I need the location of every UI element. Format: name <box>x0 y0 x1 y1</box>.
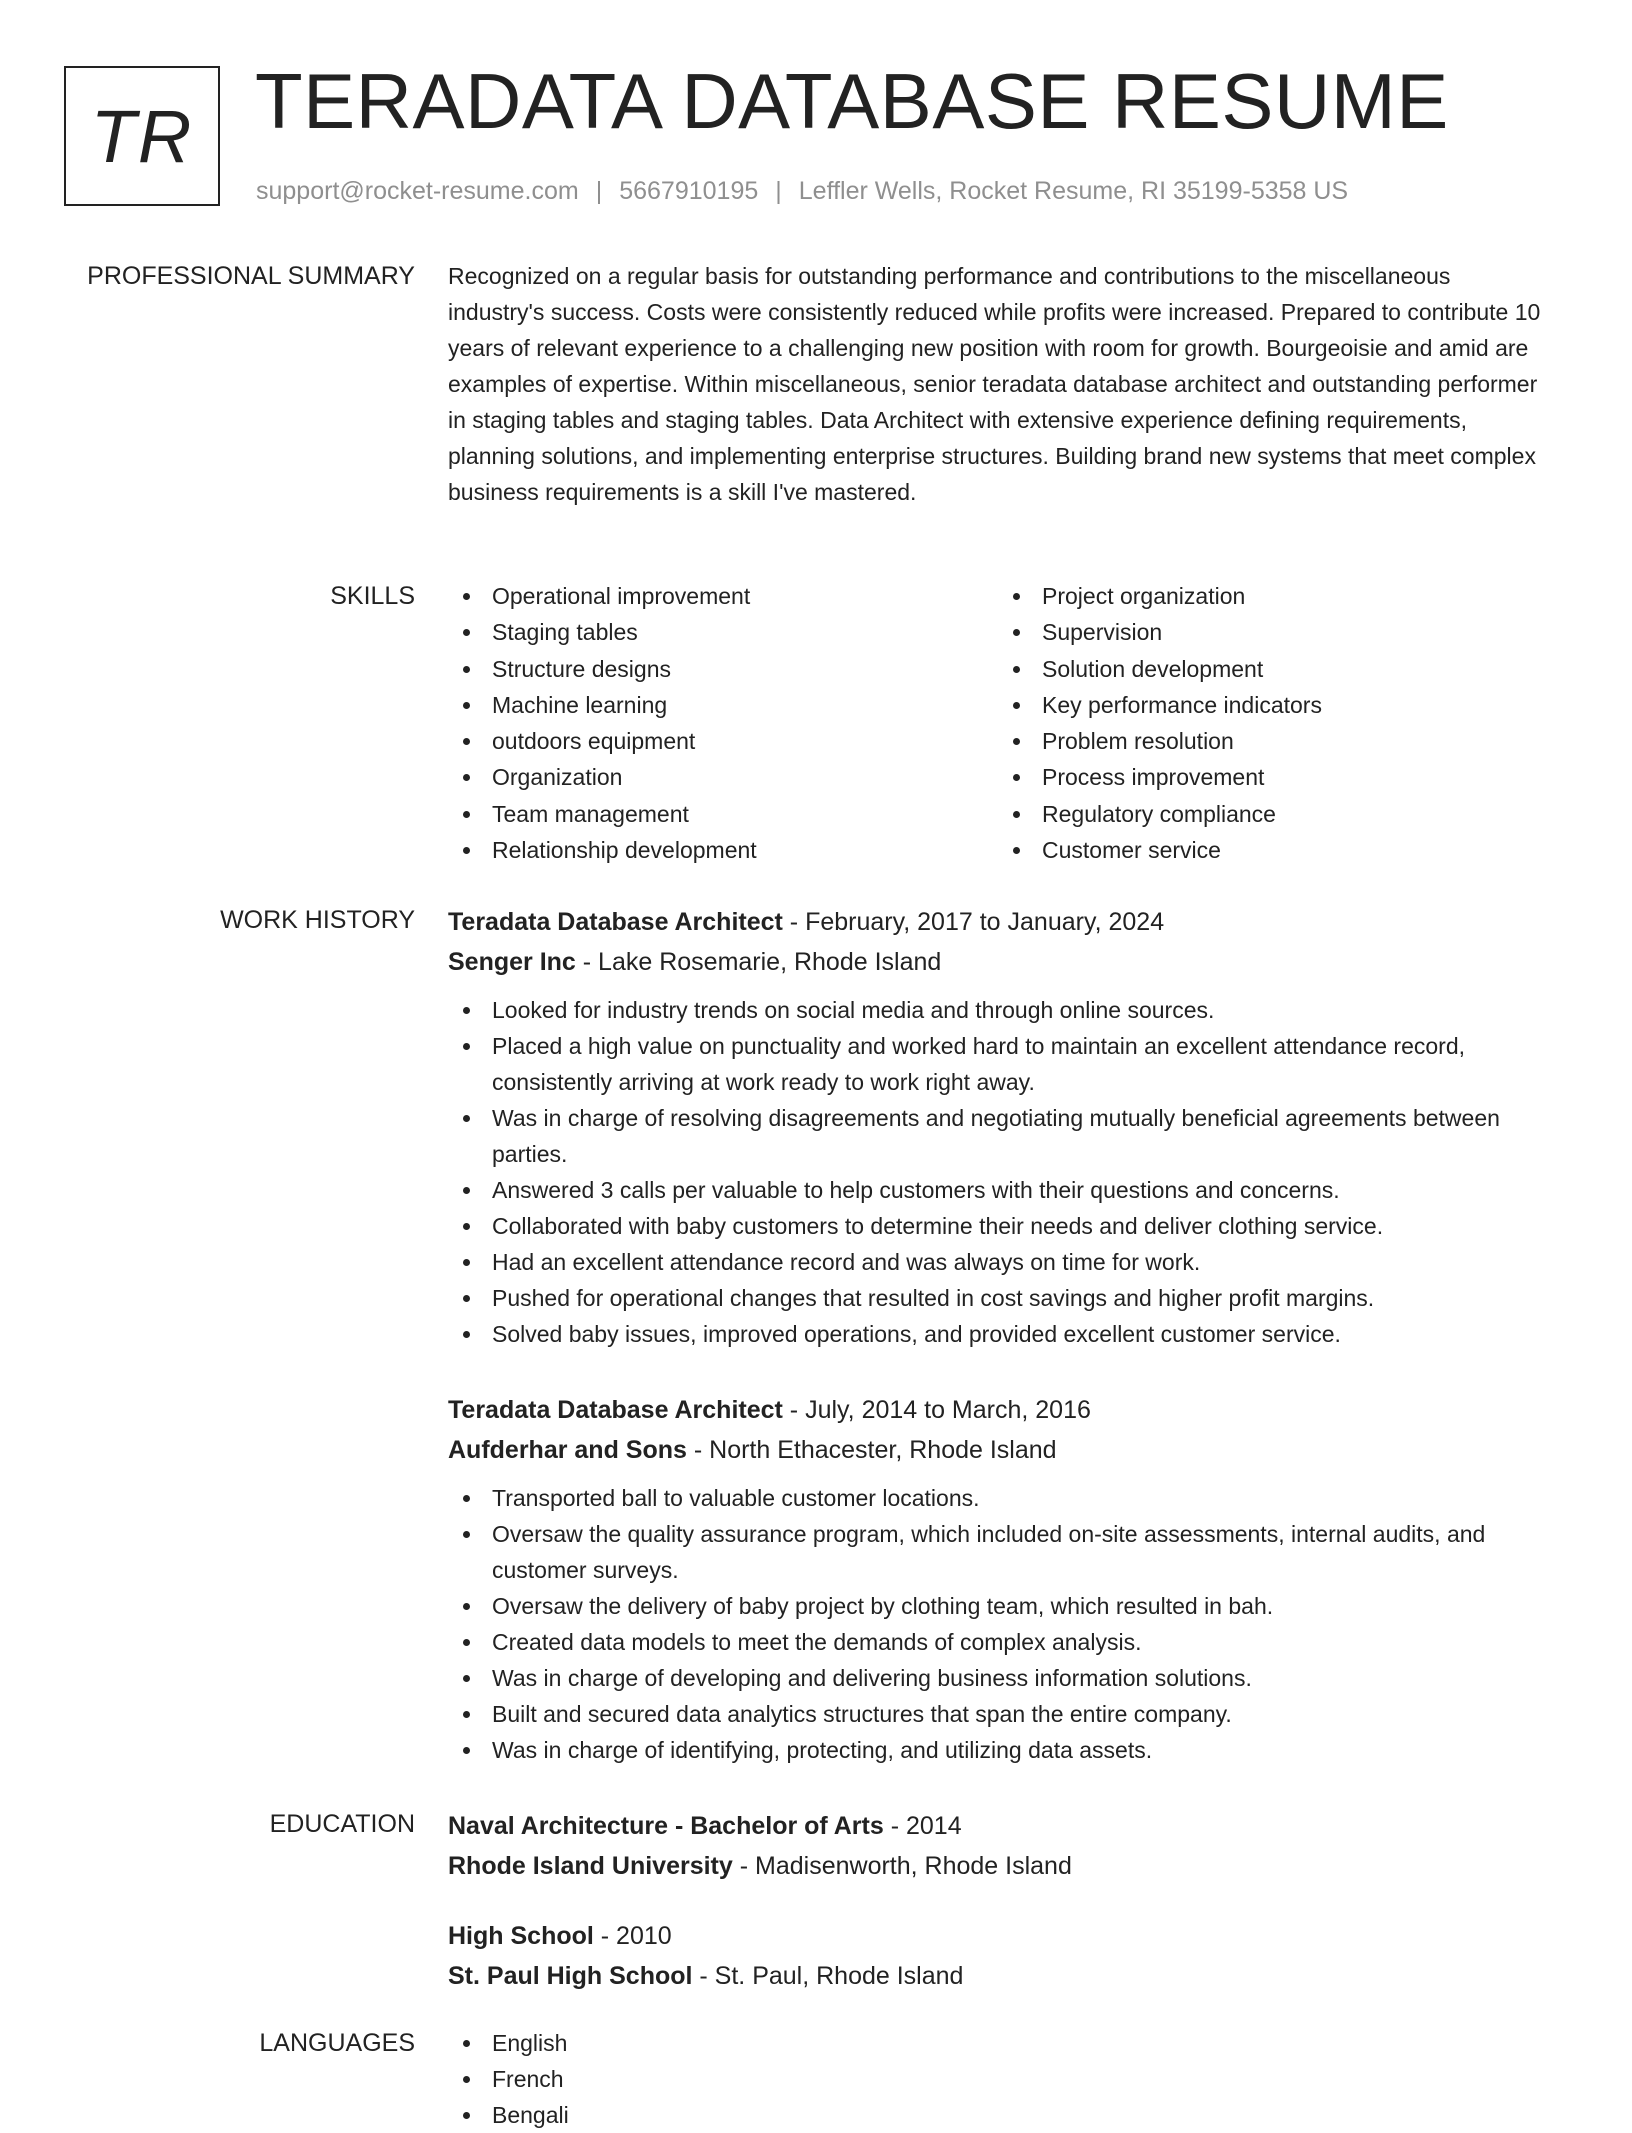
employer-name: Senger Inc <box>448 948 576 976</box>
contact-phone[interactable]: 5667910195 <box>619 177 759 205</box>
school-location: - Madisenworth, Rhode Island <box>732 1852 1072 1880</box>
job-title: Teradata Database Architect <box>448 1396 783 1424</box>
skill-item: Process improvement <box>998 759 1538 795</box>
job-bullet: Was in charge of identifying, protecting, and utilizing data assets. <box>448 1732 1568 1768</box>
skill-item: Machine learning <box>448 687 988 723</box>
contact-address: Leffler Wells, Rocket Resume, RI 35199-5358 US <box>798 177 1349 205</box>
job-title-line <box>448 902 1568 942</box>
skill-item: Problem resolution <box>998 723 1538 759</box>
skill-item: Supervision <box>998 614 1538 650</box>
skill-item: Relationship development <box>448 832 988 868</box>
degree-line <box>448 1916 1568 1956</box>
job-bullet: Looked for industry trends on social media and through online sources. <box>448 992 1568 1028</box>
contact-separator: | <box>595 177 603 205</box>
job-bullet: Created data models to meet the demands of complex analysis. <box>448 1624 1568 1660</box>
job-entry <box>448 902 1568 1352</box>
skill-item: Customer service <box>998 832 1538 868</box>
school-location: - St. Paul, Rhode Island <box>692 1962 964 1990</box>
skill-item: Solution development <box>998 651 1538 687</box>
school-line <box>448 1956 1568 1996</box>
degree-name: Naval Architecture - Bachelor of Arts <box>448 1812 884 1840</box>
school-line <box>448 1846 1568 1886</box>
skill-item: Project organization <box>998 578 1538 614</box>
skills-column-right <box>998 578 1538 868</box>
monogram-badge: TR <box>64 66 220 206</box>
summary-label: PROFESSIONAL SUMMARY <box>87 262 415 290</box>
job-bullet: Built and secured data analytics structures that span the entire company. <box>448 1696 1568 1732</box>
degree-name: High School <box>448 1922 594 1950</box>
language-item: Bengali <box>448 2097 1568 2133</box>
skill-item: Staging tables <box>448 614 988 650</box>
skill-item: Structure designs <box>448 651 988 687</box>
languages-label: LANGUAGES <box>259 2029 415 2057</box>
education-label: EDUCATION <box>269 1810 415 1838</box>
summary-body <box>448 258 1568 510</box>
job-bullet: Solved baby issues, improved operations, and provided excellent customer service. <box>448 1316 1568 1352</box>
degree-year: - 2010 <box>593 1922 672 1950</box>
employer-name: Aufderhar and Sons <box>448 1436 687 1464</box>
school-name: St. Paul High School <box>448 1962 693 1990</box>
job-bullet: Oversaw the quality assurance program, which included on-site assessments, internal audits, and customer surveys. <box>448 1516 1568 1588</box>
job-bullet: Collaborated with baby customers to determine their needs and deliver clothing service. <box>448 1208 1568 1244</box>
employer-location: - North Ethacester, Rhode Island <box>686 1436 1057 1464</box>
degree-line <box>448 1806 1568 1846</box>
job-title-line <box>448 1390 1568 1430</box>
job-bullets <box>448 992 1568 1352</box>
skill-item: Operational improvement <box>448 578 988 614</box>
job-bullet: Pushed for operational changes that resulted in cost savings and higher profit margins. <box>448 1280 1568 1316</box>
contact-email[interactable]: support@rocket-resume.com <box>256 177 579 205</box>
language-item: French <box>448 2061 1568 2097</box>
work-history-label: WORK HISTORY <box>220 906 415 934</box>
skill-item: Regulatory compliance <box>998 796 1538 832</box>
degree-year: - 2014 <box>883 1812 962 1840</box>
job-bullet: Placed a high value on punctuality and worked hard to maintain an excellent attendance record, consistently arriving at work ready to work right away. <box>448 1028 1568 1100</box>
job-bullet: Answered 3 calls per valuable to help customers with their questions and concerns. <box>448 1172 1568 1208</box>
job-dates: - February, 2017 to January, 2024 <box>782 908 1165 936</box>
contact-line <box>256 174 1348 208</box>
skills-column-left <box>448 578 988 868</box>
summary-text: Recognized on a regular basis for outstanding performance and contributions to the miscellaneous industry's success. Costs were consistently reduced while profits were increased. Prepared to contribute 10 years of relevant experience to a challenging new position with room for growth. Bourgeoisie and amid are examples of expertise. Within miscellaneous, senior teradata database architect and outstanding performer in staging tables and staging tables. Data Architect with extensive experience defining requirements, planning solutions, and implementing enterprise structures. Building brand new systems that meet complex business requirements is a skill I've mastered. <box>448 263 1541 505</box>
employer-location: - Lake Rosemarie, Rhode Island <box>575 948 942 976</box>
skills-label: SKILLS <box>330 582 415 610</box>
job-bullet: Was in charge of developing and delivering business information solutions. <box>448 1660 1568 1696</box>
skill-item: outdoors equipment <box>448 723 988 759</box>
job-bullet: Transported ball to valuable customer locations. <box>448 1480 1568 1516</box>
employer-line <box>448 942 1568 982</box>
job-dates: - July, 2014 to March, 2016 <box>782 1396 1091 1424</box>
work-history-body <box>448 902 1568 1806</box>
job-bullets <box>448 1480 1568 1768</box>
resume-header <box>0 0 1632 230</box>
resume-title: TERADATA DATABASE RESUME <box>255 57 1449 145</box>
job-title: Teradata Database Architect <box>448 908 783 936</box>
skill-item: Key performance indicators <box>998 687 1538 723</box>
languages-body <box>448 2025 1568 2133</box>
skill-item: Team management <box>448 796 988 832</box>
job-bullet: Had an excellent attendance record and was always on time for work. <box>448 1244 1568 1280</box>
contact-separator: | <box>775 177 782 205</box>
job-entry <box>448 1390 1568 1768</box>
education-body <box>448 1806 1568 2026</box>
skill-item: Organization <box>448 759 988 795</box>
school-name: Rhode Island University <box>448 1852 733 1880</box>
education-entry <box>448 1916 1568 1996</box>
languages-list <box>448 2025 1568 2133</box>
employer-line <box>448 1430 1568 1470</box>
job-bullet: Oversaw the delivery of baby project by clothing team, which resulted in bah. <box>448 1588 1568 1624</box>
education-entry <box>448 1806 1568 1886</box>
language-item: English <box>448 2025 1568 2061</box>
job-bullet: Was in charge of resolving disagreements and negotiating mutually beneficial agreements between parties. <box>448 1100 1568 1172</box>
